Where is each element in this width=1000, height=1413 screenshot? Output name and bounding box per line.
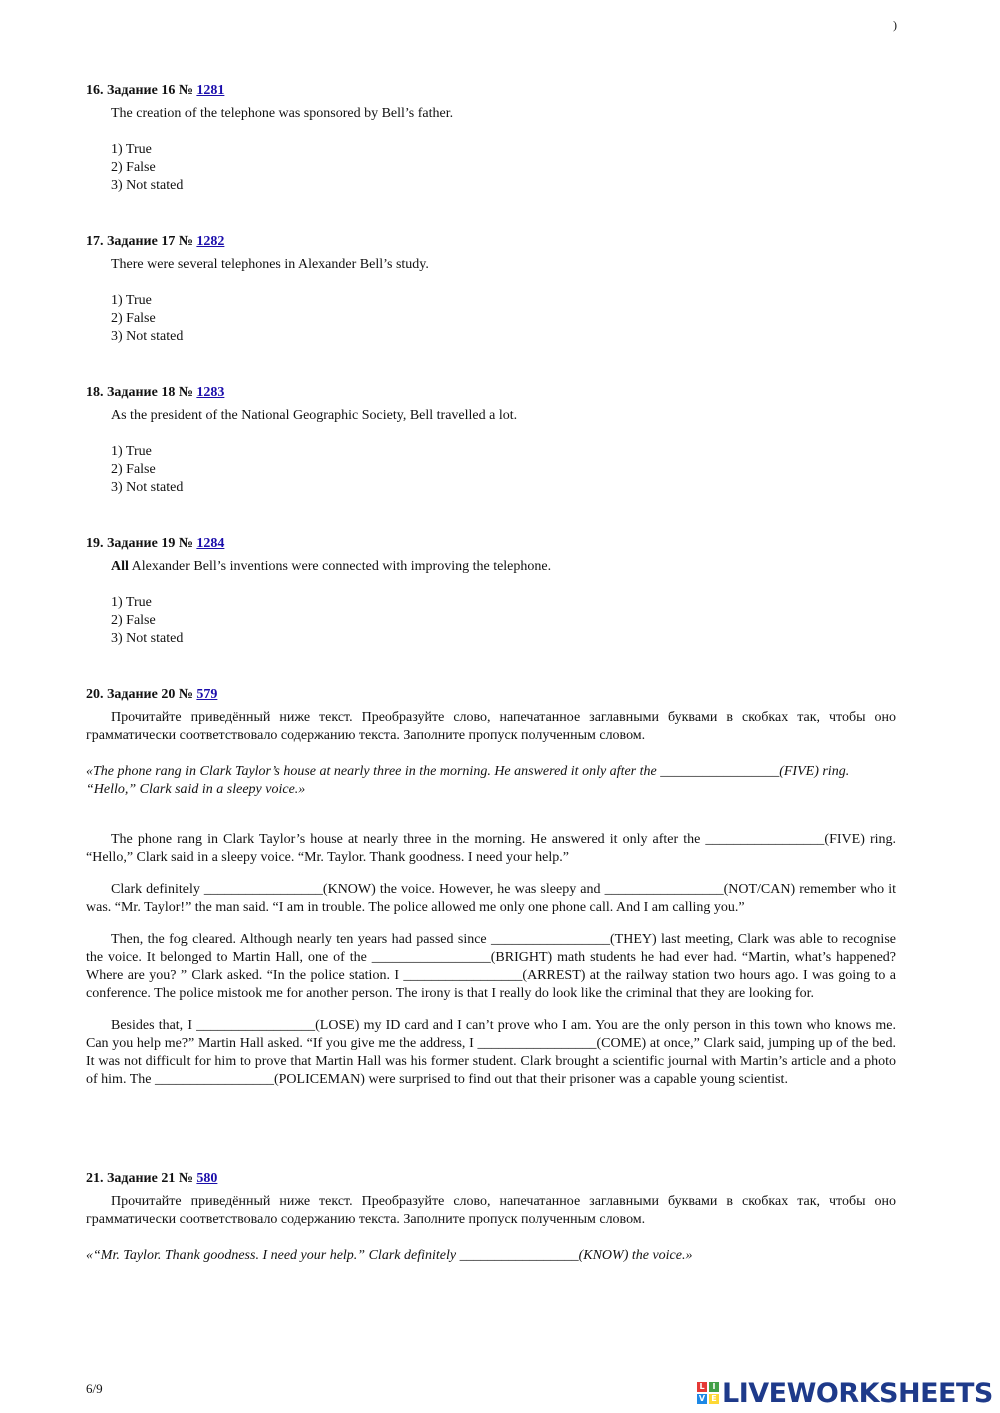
emphasis-all: All bbox=[111, 559, 129, 574]
option-true[interactable]: 1) True bbox=[111, 293, 152, 308]
option-true[interactable]: 1) True bbox=[111, 595, 152, 610]
option-false[interactable]: 2) False bbox=[111, 160, 156, 175]
option-true[interactable]: 1) True bbox=[111, 444, 152, 459]
option-not-stated[interactable]: 3) Not stated bbox=[111, 178, 184, 193]
logo-letter-l: L bbox=[697, 1382, 707, 1392]
task-16 bbox=[86, 82, 896, 195]
task-19 bbox=[86, 535, 896, 648]
option-false[interactable]: 2) False bbox=[111, 613, 156, 628]
task-number: 17. Задание 17 № bbox=[86, 234, 193, 249]
task-quote: «“Mr. Taylor. Thank goodness. I need your help.” Clark definitely _________________(KNOW) the voice.» bbox=[86, 1248, 693, 1263]
task-header bbox=[86, 82, 896, 100]
task-number: 21. Задание 21 № bbox=[86, 1171, 193, 1186]
task-link-1284[interactable]: 1284 bbox=[196, 536, 225, 551]
options-list bbox=[86, 594, 896, 648]
task-statement: As the president of the National Geographic Society, Bell travelled a lot. bbox=[111, 408, 518, 423]
task-link-1282[interactable]: 1282 bbox=[196, 234, 225, 249]
task-18 bbox=[86, 384, 896, 497]
liveworksheets-logo bbox=[697, 1378, 993, 1408]
task-17 bbox=[86, 233, 896, 346]
task-quote: «The phone rang in Clark Taylor’s house at nearly three in the morning. He answered it only after the _________________(FIVE) ring. “Hello,” Clark said in a sleepy voice.» bbox=[86, 764, 850, 797]
task-header bbox=[86, 384, 896, 402]
option-not-stated[interactable]: 3) Not stated bbox=[111, 329, 184, 344]
task-header bbox=[86, 686, 896, 704]
task-header bbox=[86, 233, 896, 251]
option-not-stated[interactable]: 3) Not stated bbox=[111, 480, 184, 495]
text-paragraph-4: Besides that, I _________________(LOSE) my ID card and I can’t prove who I am. You are the only person in this town who knows me. Can you help me?” Martin Hall asked. “If you give me the address, I _________________(COME) at once,” Clark said, jumping up of the bed. It was not difficult for him to prove that Martin Hall was his former student. Clark brought a scientific journal with Martin’s article and a photo of him. The _________________(POLICEMAN) were surprised to find out that their prisoner was a capable young scientist. bbox=[86, 1018, 896, 1087]
logo-letter-e: E bbox=[709, 1394, 719, 1404]
task-link-1281[interactable]: 1281 bbox=[196, 83, 225, 98]
logo-letter-i: I bbox=[709, 1382, 719, 1392]
task-number: 16. Задание 16 № bbox=[86, 83, 193, 98]
task-header bbox=[86, 1170, 896, 1188]
option-false[interactable]: 2) False bbox=[111, 462, 156, 477]
task-21 bbox=[86, 1170, 896, 1265]
options-list bbox=[86, 141, 896, 195]
text-paragraph-3: Then, the fog cleared. Although nearly ten years had passed since _________________(THEY) last meeting, Clark was able to recognise the voice. It belonged to Martin Hall, one of the _________________(BRIGHT) math students he had ever had. “Martin, what’s happened? Where are you? ” Clark asked. “In the police station. I _________________(ARREST) at the railway station two hours ago. I was going to a conference. The police mistook me for another person. The irony is that I really do look like the criminal that they are looking for. bbox=[86, 932, 896, 1001]
logo-icon bbox=[697, 1382, 719, 1404]
text-paragraph-1: The phone rang in Clark Taylor’s house at nearly three in the morning. He answered it only after the _________________(FIVE) ring. “Hello,” Clark said in a sleepy voice. “Mr. Taylor. Thank goodness. I need your help.” bbox=[86, 832, 896, 865]
task-link-1283[interactable]: 1283 bbox=[196, 385, 225, 400]
task-statement bbox=[86, 558, 896, 576]
logo-letter-v: V bbox=[698, 1394, 706, 1403]
task-20 bbox=[86, 686, 896, 1089]
task-instruction: Прочитайте приведённый ниже текст. Преобразуйте слово, напечатанное заглавными буквами в скобках так, чтобы оно грамматически соответствовало содержанию текста. Заполните пропуск полученным словом. bbox=[86, 710, 896, 743]
task-header bbox=[86, 535, 896, 553]
task-number: 18. Задание 18 № bbox=[86, 385, 193, 400]
options-list bbox=[86, 292, 896, 346]
task-statement: There were several telephones in Alexander Bell’s study. bbox=[111, 257, 429, 272]
task-statement: The creation of the telephone was sponsored by Bell’s father. bbox=[111, 106, 454, 121]
corner-mark: ) bbox=[893, 18, 897, 32]
task-number: 20. Задание 20 № bbox=[86, 687, 193, 702]
page-number: 6/9 bbox=[86, 1381, 103, 1396]
logo-text: LIVEWORKSHEETS bbox=[722, 1377, 993, 1409]
task-number: 19. Задание 19 № bbox=[86, 536, 193, 551]
text-paragraph-2: Clark definitely _________________(KNOW) the voice. However, he was sleepy and _________________(NOT/CAN) remember who it was. “Mr. Taylor!” the man said. “I am in trouble. The police allowed me only one phone call. And I am calling you.” bbox=[86, 882, 896, 915]
options-list bbox=[86, 443, 896, 497]
task-link-579[interactable]: 579 bbox=[196, 687, 218, 702]
task-link-580[interactable]: 580 bbox=[196, 1171, 218, 1186]
statement-text: Alexander Bell’s inventions were connected with improving the telephone. bbox=[128, 559, 552, 574]
option-not-stated[interactable]: 3) Not stated bbox=[111, 631, 184, 646]
task-instruction: Прочитайте приведённый ниже текст. Преобразуйте слово, напечатанное заглавными буквами в скобках так, чтобы оно грамматически соответствовало содержанию текста. Заполните пропуск полученным словом. bbox=[86, 1194, 896, 1227]
option-false[interactable]: 2) False bbox=[111, 311, 156, 326]
option-true[interactable]: 1) True bbox=[111, 142, 152, 157]
